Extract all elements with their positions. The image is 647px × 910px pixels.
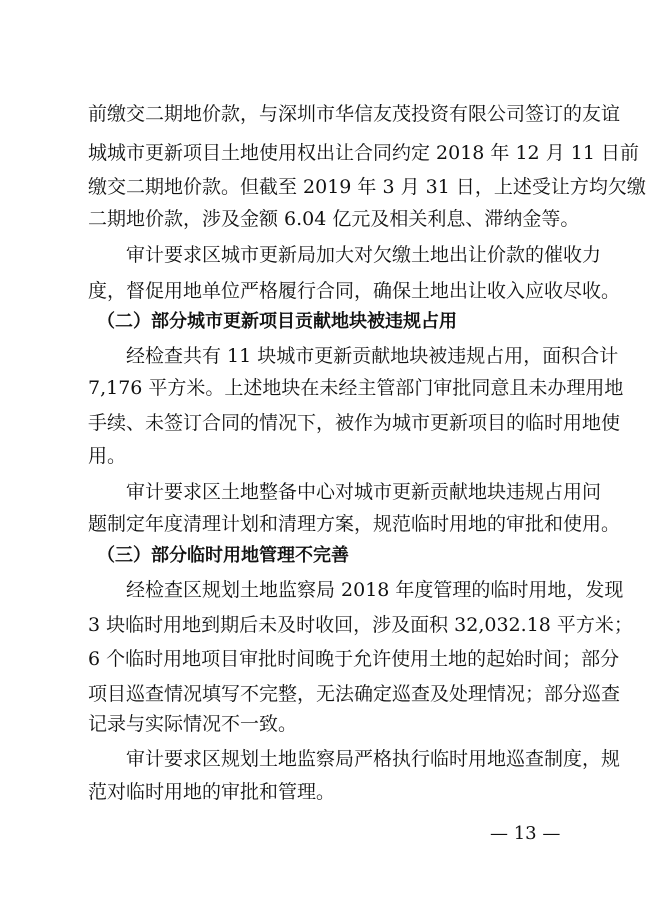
- text-line: 审计要求区土地整备中心对城市更新贡献地块违规占用问: [88, 481, 602, 503]
- text-line: 手续、未签订合同的情况下，被作为城市更新项目的临时用地使: [88, 412, 621, 434]
- text-line: 缴交二期地价款。但截至 2019 年 3 月 31 日，上述受让方均欠缴: [88, 176, 646, 198]
- text-line: 经检查共有 11 块城市更新贡献地块被违规占用，面积合计: [88, 345, 619, 367]
- text-line: 3 块临时用地到期后未及时收回，涉及面积 32,032.18 平方米；: [88, 614, 633, 636]
- text-line: 前缴交二期地价款，与深圳市华信友茂投资有限公司签订的友谊: [88, 103, 621, 125]
- text-line: 用。: [88, 445, 127, 467]
- text-line: 项目巡查情况填写不完整，无法确定巡查及处理情况；部分巡查: [88, 683, 621, 705]
- section-heading: （二）部分城市更新项目贡献地块被违规占用: [88, 311, 457, 332]
- section-heading: （三）部分临时用地管理不完善: [88, 545, 349, 566]
- text-line: 审计要求区城市更新局加大对欠缴土地出让价款的催收力: [88, 244, 602, 266]
- text-line: 二期地价款，涉及金额 6.04 亿元及相关利息、滞纳金等。: [88, 208, 580, 230]
- text-line: 审计要求区规划土地监察局严格执行临时用地巡查制度，规: [88, 748, 621, 770]
- text-line: 题制定年度清理计划和清理方案，规范临时用地的审批和使用。: [88, 513, 621, 535]
- text-line: 记录与实际情况不一致。: [88, 713, 298, 735]
- text-line: 度，督促用地单位严格履行合同，确保土地出让收入应收尽收。: [88, 280, 621, 302]
- page-number: — 13 —: [490, 823, 561, 844]
- text-line: 6 个临时用地项目审批时间晚于允许使用土地的起始时间；部分: [88, 648, 620, 670]
- text-line: 范对临时用地的审批和管理。: [88, 781, 336, 803]
- text-line: 7,176 平方米。上述地块在未经主管部门审批同意且未办理用地: [88, 377, 624, 399]
- text-line: 经检查区规划土地监察局 2018 年度管理的临时用地，发现: [88, 579, 624, 601]
- text-line: 城城市更新项目土地使用权出让合同约定 2018 年 12 月 11 日前: [88, 142, 639, 164]
